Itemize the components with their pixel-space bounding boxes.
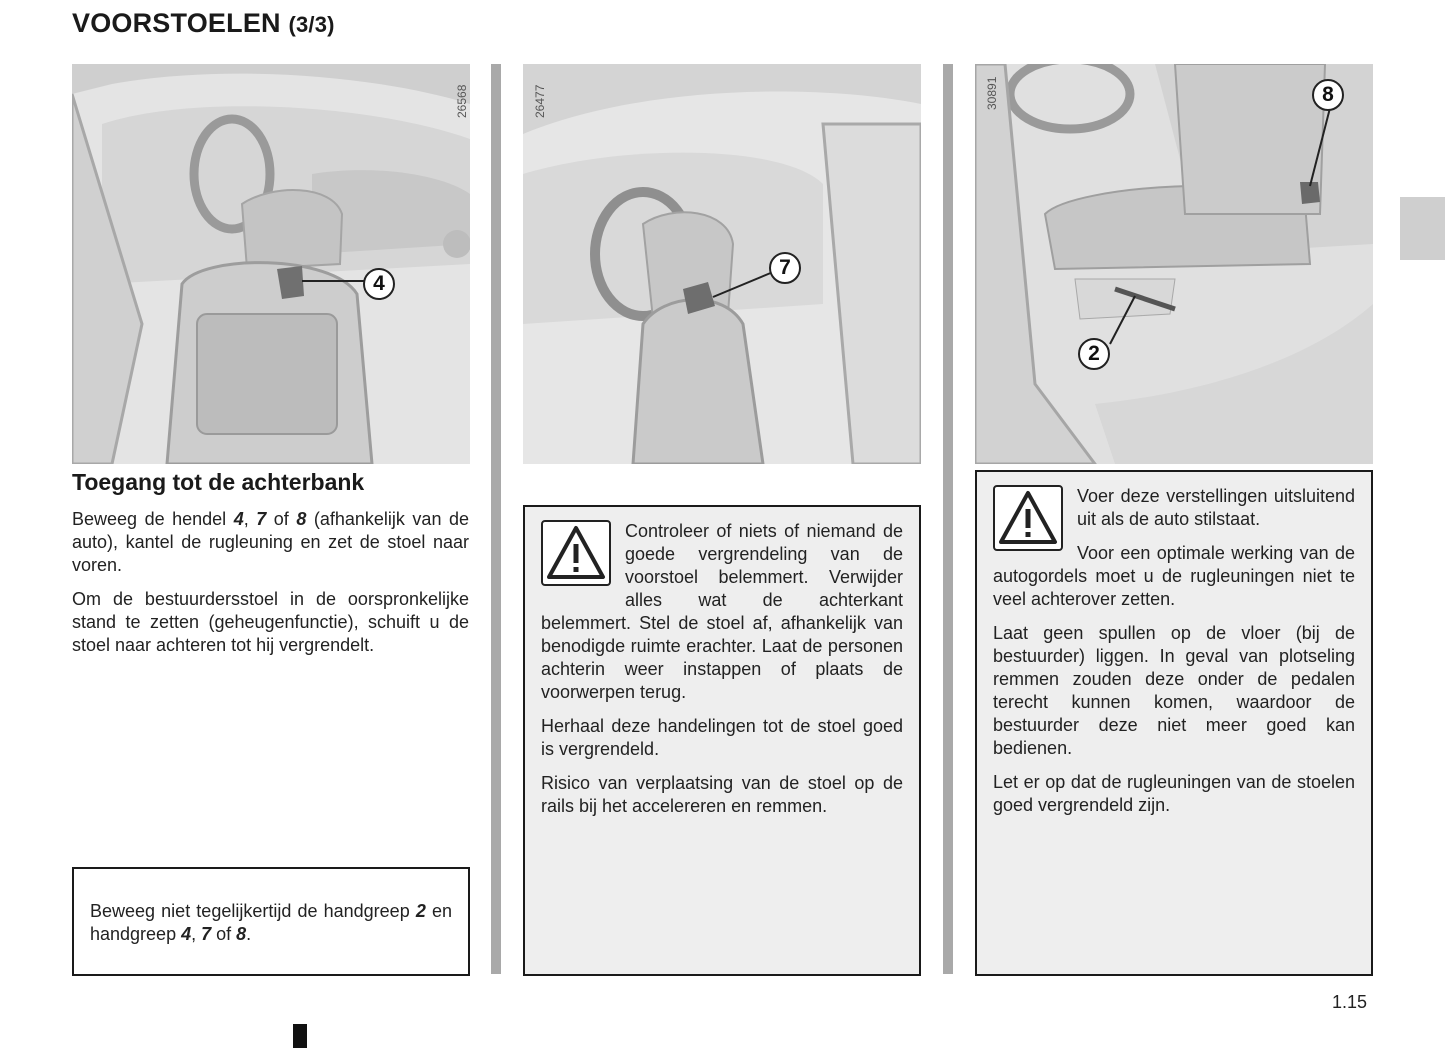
column1-paragraph-2: Om de bestuurdersstoel in de oorspronkelijke stand te zetten (geheugenfunctie), schuift u de stoel naar achteren tot hij vergrendelt. xyxy=(72,589,469,655)
warning-box-3 xyxy=(975,470,1373,976)
callout-7: 7 xyxy=(769,252,801,284)
warning-triangle-icon xyxy=(993,485,1063,551)
column1-body xyxy=(72,508,469,668)
warning-triangle-icon xyxy=(541,520,611,586)
car-interior-seat-lever-icon xyxy=(72,64,470,464)
warning-3-paragraph-3: Laat geen spullen op de vloer (bij de bestuurder) liggen. In geval van plotseling remmen zouden deze onder de pedalen terecht kunnen komen, waardoor de bestuurder deze niet meer goed kan bedienen. xyxy=(993,623,1355,758)
ref-8: 8 xyxy=(296,509,307,529)
page-title-subtitle: (3/3) xyxy=(288,12,335,37)
car-seat-rail-lever-icon xyxy=(975,64,1373,464)
chapter-side-tab xyxy=(1400,197,1445,260)
figure-code-1: 26568 xyxy=(455,84,469,118)
warning-3-paragraph-4: Let er op dat de rugleuningen van de stoelen goed vergrendeld zijn. xyxy=(993,772,1355,815)
column1-paragraph-1: Beweeg de hendel 4, 7 of 8 (afhankelijk van de auto), kantel de rugleuning en zet de stoel naar voren. xyxy=(72,509,470,575)
callout-8: 8 xyxy=(1312,79,1344,111)
column-divider-1 xyxy=(491,64,501,974)
section-heading: Toegang tot de achterbank xyxy=(72,469,365,495)
figure-headrest-lever xyxy=(523,64,921,464)
column-divider-2 xyxy=(943,64,953,974)
figure-code-2: 26477 xyxy=(533,84,547,118)
warning-3-paragraph-1: Voer deze verstellingen uitsluitend uit als de auto stilstaat. xyxy=(1077,486,1355,529)
warning-2-paragraph-3: Risico van verplaatsing van de stoel op de rails bij het accelereren en remmen. xyxy=(541,773,903,816)
callout-2: 2 xyxy=(1078,338,1110,370)
figure-seat-access-lever xyxy=(72,64,470,464)
figure-code-3: 30891 xyxy=(985,76,999,110)
warning-3-paragraph-2: Voor een optimale werking van de autogordels moet u de rugleuningen niet te veel achterover zetten. xyxy=(993,543,1355,609)
page-number: 1.15 xyxy=(1332,992,1368,1012)
warning-2-paragraph-2: Herhaal deze handelingen tot de stoel goed is vergrendeld. xyxy=(541,716,903,759)
page-title xyxy=(72,8,335,39)
ref-7: 7 xyxy=(256,509,267,529)
page-edge-mark xyxy=(293,1024,307,1048)
warning-2-paragraph-1: Controleer of niets of niemand de goede vergrendeling van de voorstoel belemmert. Verwijder alles wat de achterkant belemmert. Stel de stoel af, afhankelijk van benodigde ruimte erachter. Laat de personen achterin weer instappen of plaats de voorwerpen terug. xyxy=(541,521,903,702)
car-interior-headrest-lever-icon xyxy=(523,64,921,464)
warning-box-2 xyxy=(523,505,921,976)
callout-4: 4 xyxy=(363,268,395,300)
page-title-main: VOORSTOELEN xyxy=(72,8,281,38)
note-box: Beweeg niet tegelijkertijd de handgreep 2 en handgreep 4, 7 of 8. xyxy=(72,867,470,976)
ref-4: 4 xyxy=(233,509,244,529)
figure-seat-rail-lever xyxy=(975,64,1373,464)
